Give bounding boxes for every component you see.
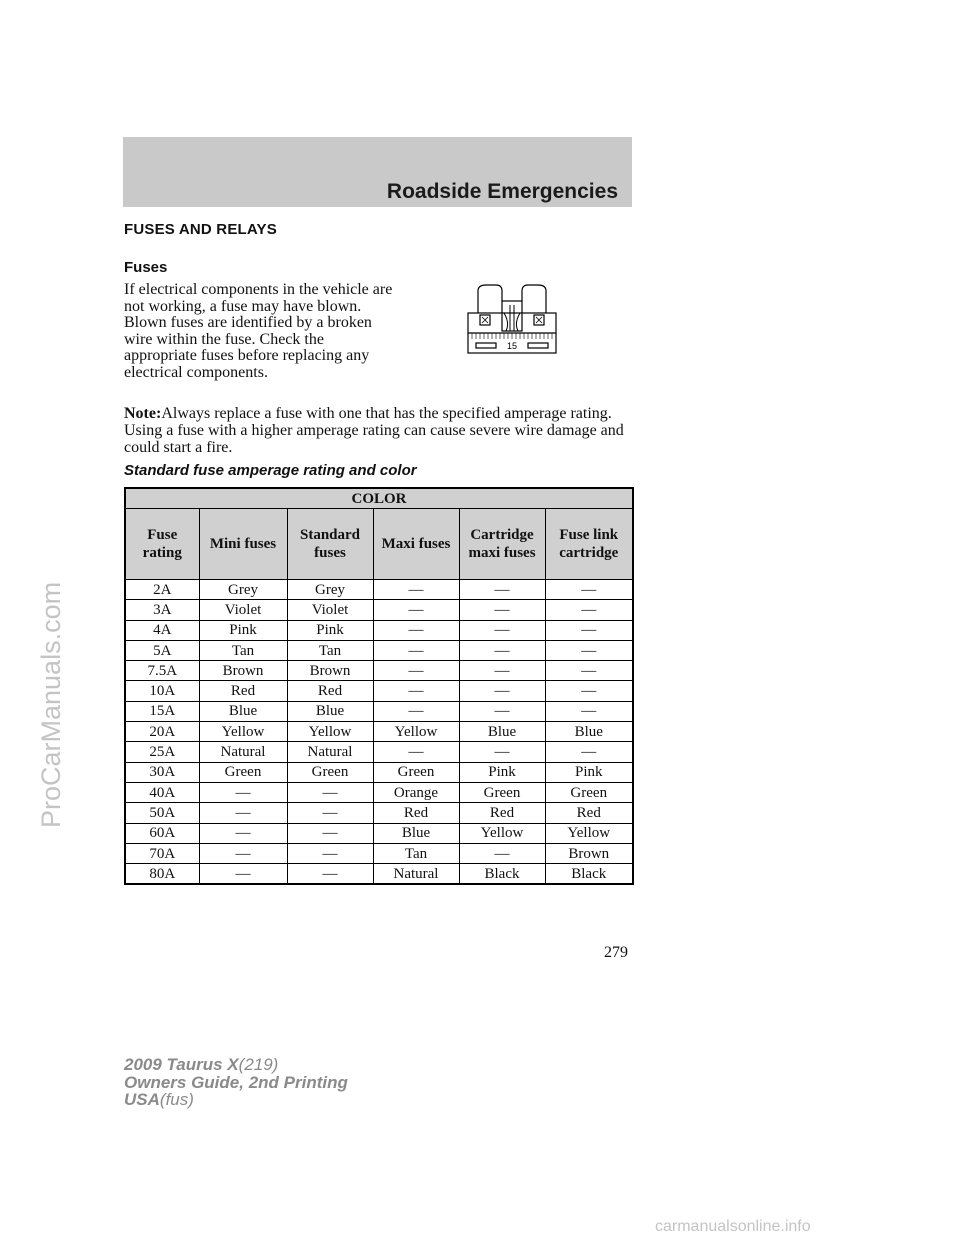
table-cell: Blue: [287, 701, 373, 721]
table-row: [125, 803, 633, 823]
table-cell: —: [545, 742, 633, 762]
intro-paragraph: If electrical components in the vehicle are not working, a fuse may have blown. Blown fuses are identified by a broken wire within the fuse. Check the appropriate fuses before replacing any electrical components.: [124, 281, 393, 381]
table-cell: 4A: [125, 620, 199, 640]
table-row: [125, 620, 633, 640]
table-cell: —: [199, 843, 287, 863]
table-cell: 15A: [125, 701, 199, 721]
page-number: 279: [604, 944, 628, 961]
table-cell: —: [287, 823, 373, 843]
table-cell: Brown: [287, 661, 373, 681]
table-row: [125, 701, 633, 721]
column-header: Fuse rating: [125, 509, 199, 580]
column-header: Maxi fuses: [373, 509, 459, 580]
table-cell: Green: [199, 762, 287, 782]
table-caption: Standard fuse amperage rating and color: [124, 462, 417, 479]
table-row: [125, 742, 633, 762]
table-row: [125, 762, 633, 782]
table-cell: Black: [545, 864, 633, 885]
fuse-illustration: [466, 283, 558, 363]
table-cell: Pink: [459, 762, 545, 782]
side-watermark-text: ProCarManuals.com: [36, 581, 66, 828]
table-cell: 3A: [125, 600, 199, 620]
table-cell: Pink: [545, 762, 633, 782]
table-cell: —: [373, 580, 459, 600]
table-cell: Yellow: [545, 823, 633, 843]
table-cell: Red: [199, 681, 287, 701]
table-cell: —: [545, 600, 633, 620]
table-cell: 7.5A: [125, 661, 199, 681]
table-row: [125, 580, 633, 600]
table-row: [125, 640, 633, 660]
table-cell: —: [199, 782, 287, 802]
table-cell: —: [373, 701, 459, 721]
table-row: [125, 782, 633, 802]
table-cell: —: [545, 580, 633, 600]
table-cell: —: [545, 640, 633, 660]
table-cell: 80A: [125, 864, 199, 885]
table-cell: Violet: [287, 600, 373, 620]
table-cell: Yellow: [199, 722, 287, 742]
table-cell: —: [459, 580, 545, 600]
table-cell: —: [199, 864, 287, 885]
table-cell: —: [287, 864, 373, 885]
table-cell: —: [459, 640, 545, 660]
table-cell: Green: [459, 782, 545, 802]
table-cell: Tan: [287, 640, 373, 660]
table-cell: Natural: [287, 742, 373, 762]
table-cell: —: [459, 620, 545, 640]
table-cell: Brown: [199, 661, 287, 681]
table-cell: —: [459, 742, 545, 762]
table-cell: Pink: [287, 620, 373, 640]
table-cell: Green: [545, 782, 633, 802]
table-cell: Natural: [373, 864, 459, 885]
table-row: [125, 722, 633, 742]
fuse-color-table: [124, 487, 634, 885]
footer: [124, 1056, 348, 1109]
section-title: Roadside Emergencies: [386, 180, 618, 203]
table-cell: —: [199, 803, 287, 823]
table-cell: —: [459, 661, 545, 681]
table-row: [125, 681, 633, 701]
table-cell: —: [459, 701, 545, 721]
footer-model-code: (219): [238, 1055, 279, 1074]
table-cell: —: [373, 681, 459, 701]
bottom-watermark: carmanualsonline.info: [655, 1218, 811, 1235]
table-cell: Red: [545, 803, 633, 823]
table-cell: 10A: [125, 681, 199, 701]
table-row: [125, 600, 633, 620]
table-cell: Tan: [373, 843, 459, 863]
table-cell: 2A: [125, 580, 199, 600]
table-cell: —: [373, 742, 459, 762]
table-cell: Red: [373, 803, 459, 823]
table-cell: 60A: [125, 823, 199, 843]
table-cell: —: [459, 681, 545, 701]
note-text: Always replace a fuse with one that has the specified amperage rating. Using a fuse with a higher amperage rating can cause severe wire damage and could start a fire.: [124, 405, 624, 456]
table-cell: —: [545, 681, 633, 701]
column-header: Standard fuses: [287, 509, 373, 580]
column-header: Cartridge maxi fuses: [459, 509, 545, 580]
fuse-illustration-label: 15: [506, 341, 518, 351]
table-cell: —: [287, 803, 373, 823]
table-row: [125, 843, 633, 863]
table-cell: 25A: [125, 742, 199, 762]
table-cell: —: [287, 782, 373, 802]
table-cell: Brown: [545, 843, 633, 863]
table-cell: 40A: [125, 782, 199, 802]
table-cell: Tan: [199, 640, 287, 660]
table-cell: —: [287, 843, 373, 863]
table-row: [125, 661, 633, 681]
footer-edition: Owners Guide, 2nd Printing: [124, 1072, 348, 1092]
table-cell: —: [199, 823, 287, 843]
table-cell: —: [545, 701, 633, 721]
table-cell: —: [373, 661, 459, 681]
table-cell: Natural: [199, 742, 287, 762]
table-cell: —: [373, 620, 459, 640]
footer-market: USA: [124, 1090, 160, 1109]
table-cell: Red: [459, 803, 545, 823]
subheading: Fuses: [124, 259, 168, 276]
table-row: [125, 864, 633, 885]
column-header: Fuse link cartridge: [545, 509, 633, 580]
table-cell: Green: [287, 762, 373, 782]
table-cell: Yellow: [373, 722, 459, 742]
table-cell: —: [459, 843, 545, 863]
table-cell: Blue: [459, 722, 545, 742]
table-cell: —: [545, 620, 633, 640]
table-cell: Violet: [199, 600, 287, 620]
table-row: [125, 823, 633, 843]
note-label: Note:: [124, 405, 162, 422]
footer-model: 2009 Taurus X: [124, 1055, 239, 1074]
table-cell: 5A: [125, 640, 199, 660]
table-cell: Grey: [199, 580, 287, 600]
table-cell: Yellow: [459, 823, 545, 843]
note-paragraph: [124, 405, 636, 456]
table-cell: 50A: [125, 803, 199, 823]
table-cell: Orange: [373, 782, 459, 802]
table-cell: Black: [459, 864, 545, 885]
table-cell: —: [373, 640, 459, 660]
table-cell: Green: [373, 762, 459, 782]
table-cell: Red: [287, 681, 373, 701]
table-cell: —: [459, 600, 545, 620]
table-cell: Blue: [373, 823, 459, 843]
table-cell: Yellow: [287, 722, 373, 742]
column-header: Mini fuses: [199, 509, 287, 580]
table-cell: Blue: [199, 701, 287, 721]
table-cell: 20A: [125, 722, 199, 742]
table-cell: —: [545, 661, 633, 681]
table-group-header: COLOR: [125, 488, 633, 509]
page-heading: FUSES AND RELAYS: [124, 221, 277, 238]
table-cell: Pink: [199, 620, 287, 640]
table-cell: 30A: [125, 762, 199, 782]
footer-market-code: (fus): [159, 1090, 194, 1109]
table-cell: 70A: [125, 843, 199, 863]
table-cell: Grey: [287, 580, 373, 600]
table-cell: Blue: [545, 722, 633, 742]
table-cell: —: [373, 600, 459, 620]
